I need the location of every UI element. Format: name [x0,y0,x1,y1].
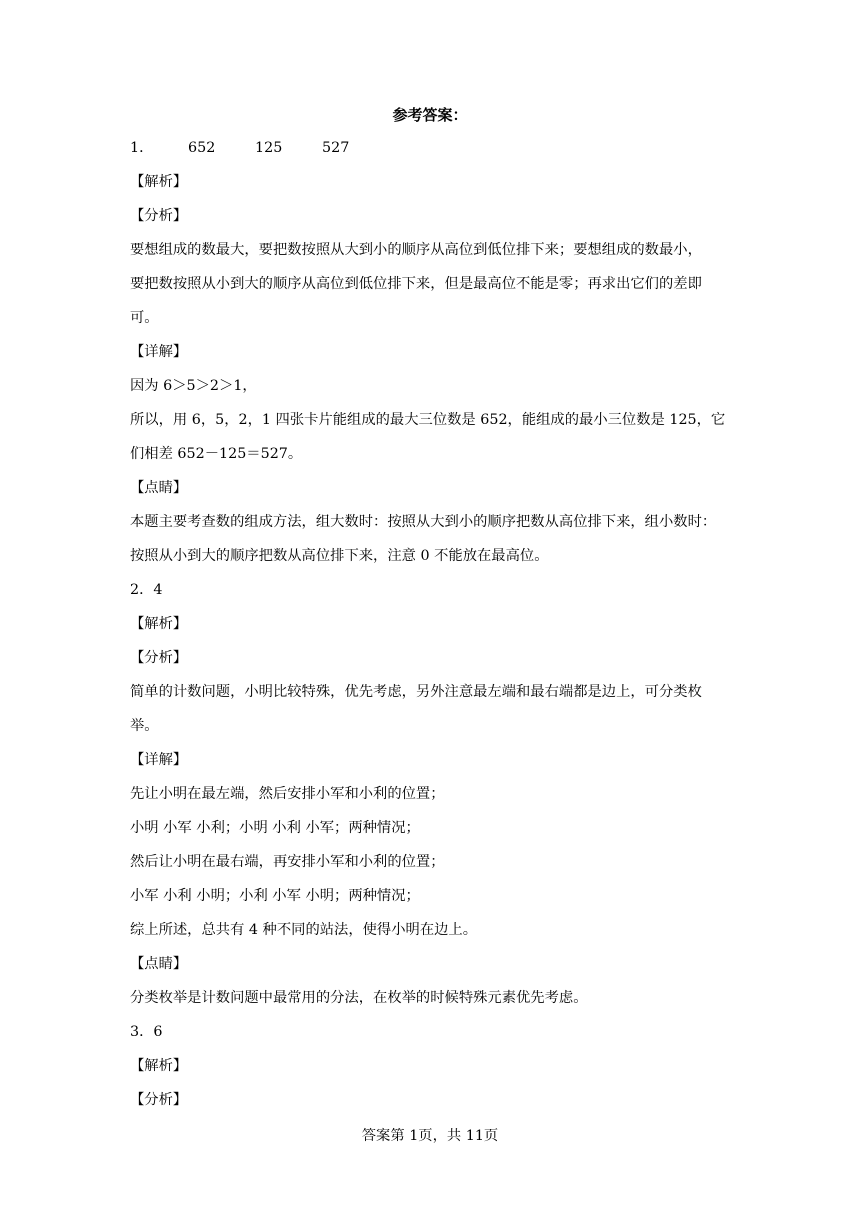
q2-jiexi-label: 【解析】 [130,616,188,632]
q2-dianjing-label: 【点睛】 [130,956,188,972]
q1-answer-3: 527 [322,140,350,156]
page-title: 参考答案： [392,106,468,124]
q2-xiangjie-text-1: 先让小明在最左端，然后安排小军和小利的位置； [130,786,445,802]
q2-fenxi-label: 【分析】 [130,650,188,666]
q3-fenxi-label: 【分析】 [130,1092,188,1108]
q1-jiexi-label: 【解析】 [130,174,188,190]
q1-xiangjie-label: 【详解】 [130,344,188,360]
q2-fenxi-text-1: 简单的计数问题，小明比较特殊，优先考虑，另外注意最左端和最右端都是边上，可分类枚 [130,684,702,700]
q1-dianjing-text-2: 按照从小到大的顺序把数从高位排下来，注意 0 不能放在最高位。 [130,548,549,564]
q3-heading: 3．6 [130,1024,163,1040]
q2-fenxi-text-2: 举。 [130,718,159,734]
q1-fenxi-text-1: 要想组成的数最大，要把数按照从大到小的顺序从高位到低位排下来；要想组成的数最小， [130,242,702,258]
q1-fenxi-text-2: 要把数按照从小到大的顺序从高位到低位排下来，但是最高位不能是零；再求出它们的差即 [130,276,702,292]
page-footer: 答案第 1页，共 11页 [361,1128,499,1144]
q2-heading: 2．4 [130,582,163,598]
q1-answer-2: 125 [255,140,283,156]
q2-dianjing-text-1: 分类枚举是计数问题中最常用的分法，在枚举的时候特殊元素优先考虑。 [130,990,588,1006]
q1-xiangjie-text-2: 所以，用 6，5，2，1 四张卡片能组成的最大三位数是 652，能组成的最小三位数是 125，它 [130,412,726,428]
q1-xiangjie-text-1: 因为 6＞5＞2＞1， [130,378,257,394]
q2-xiangjie-label: 【详解】 [130,752,188,768]
q3-jiexi-label: 【解析】 [130,1058,188,1074]
q2-xiangjie-text-2: 小明 小军 小利；小明 小利 小军；两种情况； [130,820,420,836]
q2-xiangjie-text-4: 小军 小利 小明；小利 小军 小明；两种情况； [130,888,420,904]
q1-fenxi-text-3: 可。 [130,310,159,326]
q2-xiangjie-text-5: 综上所述，总共有 4 种不同的站法，使得小明在边上。 [130,922,478,938]
answer-content [130,131,730,1117]
q2-xiangjie-text-3: 然后让小明在最右端，再安排小军和小利的位置； [130,854,445,870]
q1-answer-1: 652 [188,140,216,156]
q1-dianjing-text-1: 本题主要考查数的组成方法，组大数时：按照从大到小的顺序把数从高位排下来，组小数时： [130,514,717,530]
q1-answer-line [130,131,730,165]
q1-fenxi-label: 【分析】 [130,208,188,224]
q1-number: 1． [130,140,154,156]
q1-dianjing-label: 【点睛】 [130,480,188,496]
q1-xiangjie-text-3: 们相差 652－125＝527。 [130,446,303,462]
